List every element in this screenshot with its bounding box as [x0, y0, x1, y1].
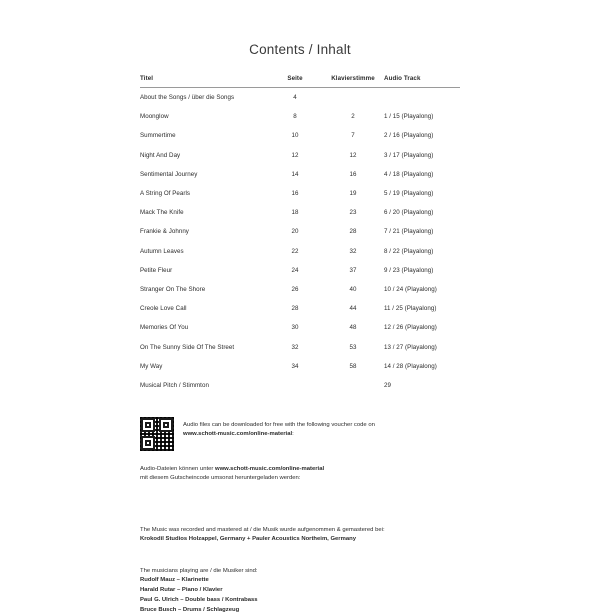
table-row: [140, 88, 460, 108]
cell-title: Musical Pitch / Stimmton: [140, 381, 209, 389]
cell-title: Frankie & Johnny: [140, 228, 189, 236]
cell-audio-track: 14 / 28 (Playalong): [384, 362, 437, 370]
page-title: Contents / Inhalt: [249, 42, 351, 57]
credits-line-1: The Music was recorded and mastered at / die Musik wurde aufgenommen & gemastered bei:: [140, 526, 385, 533]
table-row: [140, 280, 460, 299]
cell-klavierstimme: 2: [351, 113, 355, 121]
cell-title: Stranger On The Shore: [140, 285, 206, 293]
cell-seite: 28: [291, 305, 299, 313]
table-row: [140, 184, 460, 203]
cell-title: Autumn Leaves: [140, 247, 184, 255]
cell-audio-track: 3 / 17 (Playalong): [384, 151, 434, 159]
cell-audio-track: 4 / 18 (Playalong): [384, 170, 434, 178]
musician-entry: Bruce Busch – Drums / Schlagzeug: [140, 606, 240, 613]
cell-klavierstimme: 44: [349, 305, 357, 313]
cell-klavierstimme: 7: [351, 132, 355, 140]
table-row: [140, 376, 460, 395]
cell-klavierstimme: 23: [349, 209, 357, 217]
cell-klavierstimme: 19: [349, 190, 357, 198]
cell-title: About the Songs / über die Songs: [140, 94, 235, 102]
voucher-line-1: Audio files can be downloaded for free with the following voucher code on: [183, 422, 375, 428]
cell-klavierstimme: [322, 88, 384, 108]
table-row: [140, 203, 460, 222]
cell-title: My Way: [140, 362, 163, 370]
voucher-link-de[interactable]: www.schott-music.com/online-material: [215, 466, 325, 472]
musicians-intro: The musicians playing are / die Musiker sind:: [140, 567, 258, 574]
qr-code-icon[interactable]: [140, 417, 174, 451]
cell-seite: 12: [291, 151, 299, 159]
cell-klavierstimme: 32: [349, 247, 357, 255]
voucher-colon: :: [292, 430, 294, 437]
credits-block: [140, 526, 460, 545]
cell-audio-track: 11 / 25 (Playalong): [384, 305, 437, 313]
cell-seite: 24: [291, 266, 299, 274]
cell-title: On The Sunny Side Of The Street: [140, 343, 235, 351]
credits-line-2: Krokodil Studios Holzappel, Germany + Pauler Acoustics Northeim, Germany: [140, 536, 356, 543]
cell-klavierstimme: 58: [349, 362, 357, 370]
cell-title: A String Of Pearls: [140, 190, 191, 198]
column-header-klavierstimme: Klavierstimme: [322, 75, 384, 88]
cell-title: Petite Fleur: [140, 266, 173, 274]
cell-audio-track: 5 / 19 (Playalong): [384, 190, 434, 198]
contents-table: [140, 75, 460, 395]
cell-title: Night And Day: [140, 151, 181, 159]
cell-audio-track: 29: [384, 381, 391, 389]
column-header-seite: Seite: [268, 75, 322, 88]
voucher-de-line-2: mit diesem Gutscheincode umsonst heruntergeladen werden:: [140, 475, 301, 482]
table-row: [140, 318, 460, 337]
cell-seite: 22: [291, 247, 299, 255]
table-row: [140, 107, 460, 126]
cell-title: Creole Love Call: [140, 305, 187, 313]
table-row: [140, 261, 460, 280]
cell-audio-track: [384, 88, 460, 108]
cell-audio-track: 10 / 24 (Playalong): [384, 285, 437, 293]
musicians-block: [140, 567, 460, 615]
cell-seite: 16: [291, 190, 299, 198]
cell-title: Moonglow: [140, 113, 169, 121]
cell-klavierstimme: [322, 376, 384, 395]
column-header-audio-track: Audio Track: [384, 75, 460, 88]
cell-title: Summertime: [140, 132, 176, 140]
cell-audio-track: 9 / 23 (Playalong): [384, 266, 434, 274]
cell-title: Memories Of You: [140, 324, 189, 332]
voucher-text-en: [183, 417, 375, 438]
cell-seite: 14: [291, 170, 299, 178]
cell-klavierstimme: 37: [349, 266, 357, 274]
table-row: [140, 357, 460, 376]
cell-audio-track: 13 / 27 (Playalong): [384, 343, 437, 351]
table-row: [140, 222, 460, 241]
cell-seite: 20: [291, 228, 299, 236]
voucher-block: [140, 417, 460, 451]
cell-seite: [268, 376, 322, 395]
table-row: [140, 299, 460, 318]
voucher-de-prefix: Audio-Dateien können unter: [140, 466, 215, 472]
cell-audio-track: 1 / 15 (Playalong): [384, 113, 434, 121]
voucher-text-de: [140, 465, 460, 484]
content-container: [0, 75, 600, 615]
column-header-titel: Titel: [140, 75, 268, 88]
cell-seite: 4: [293, 94, 297, 102]
table-header-row: [140, 75, 460, 88]
cell-seite: 34: [291, 362, 299, 370]
table-row: [140, 146, 460, 165]
table-row: [140, 126, 460, 145]
cell-audio-track: 7 / 21 (Playalong): [384, 228, 434, 236]
cell-seite: 26: [291, 285, 299, 293]
musician-entry: Paul G. Ulrich – Double bass / Kontrabass: [140, 596, 258, 603]
cell-seite: 8: [293, 113, 297, 121]
cell-klavierstimme: 48: [349, 324, 357, 332]
cell-seite: 10: [291, 132, 299, 140]
cell-audio-track: 2 / 16 (Playalong): [384, 132, 434, 140]
cell-title: Sentimental Journey: [140, 170, 198, 178]
table-row: [140, 337, 460, 356]
musicians-list: [140, 576, 460, 615]
table-row: [140, 242, 460, 261]
contents-table-body: [140, 88, 460, 396]
cell-seite: 30: [291, 324, 299, 332]
cell-klavierstimme: 16: [349, 170, 357, 178]
cell-seite: 18: [291, 209, 299, 217]
cell-klavierstimme: 53: [349, 343, 357, 351]
cell-seite: 32: [291, 343, 299, 351]
cell-title: Mack The Knife: [140, 209, 184, 217]
table-row: [140, 165, 460, 184]
cell-audio-track: 8 / 22 (Playalong): [384, 247, 434, 255]
cell-audio-track: 6 / 20 (Playalong): [384, 209, 434, 217]
cell-klavierstimme: 12: [349, 151, 357, 159]
cell-klavierstimme: 40: [349, 285, 357, 293]
musician-entry: Rudolf Mauz – Klarinette: [140, 577, 209, 584]
cell-klavierstimme: 28: [349, 228, 357, 236]
musician-entry: Harald Rutar – Piano / Klavier: [140, 587, 223, 594]
voucher-link-en[interactable]: www.schott-music.com/online-material: [183, 430, 293, 437]
cell-audio-track: 12 / 26 (Playalong): [384, 324, 437, 332]
